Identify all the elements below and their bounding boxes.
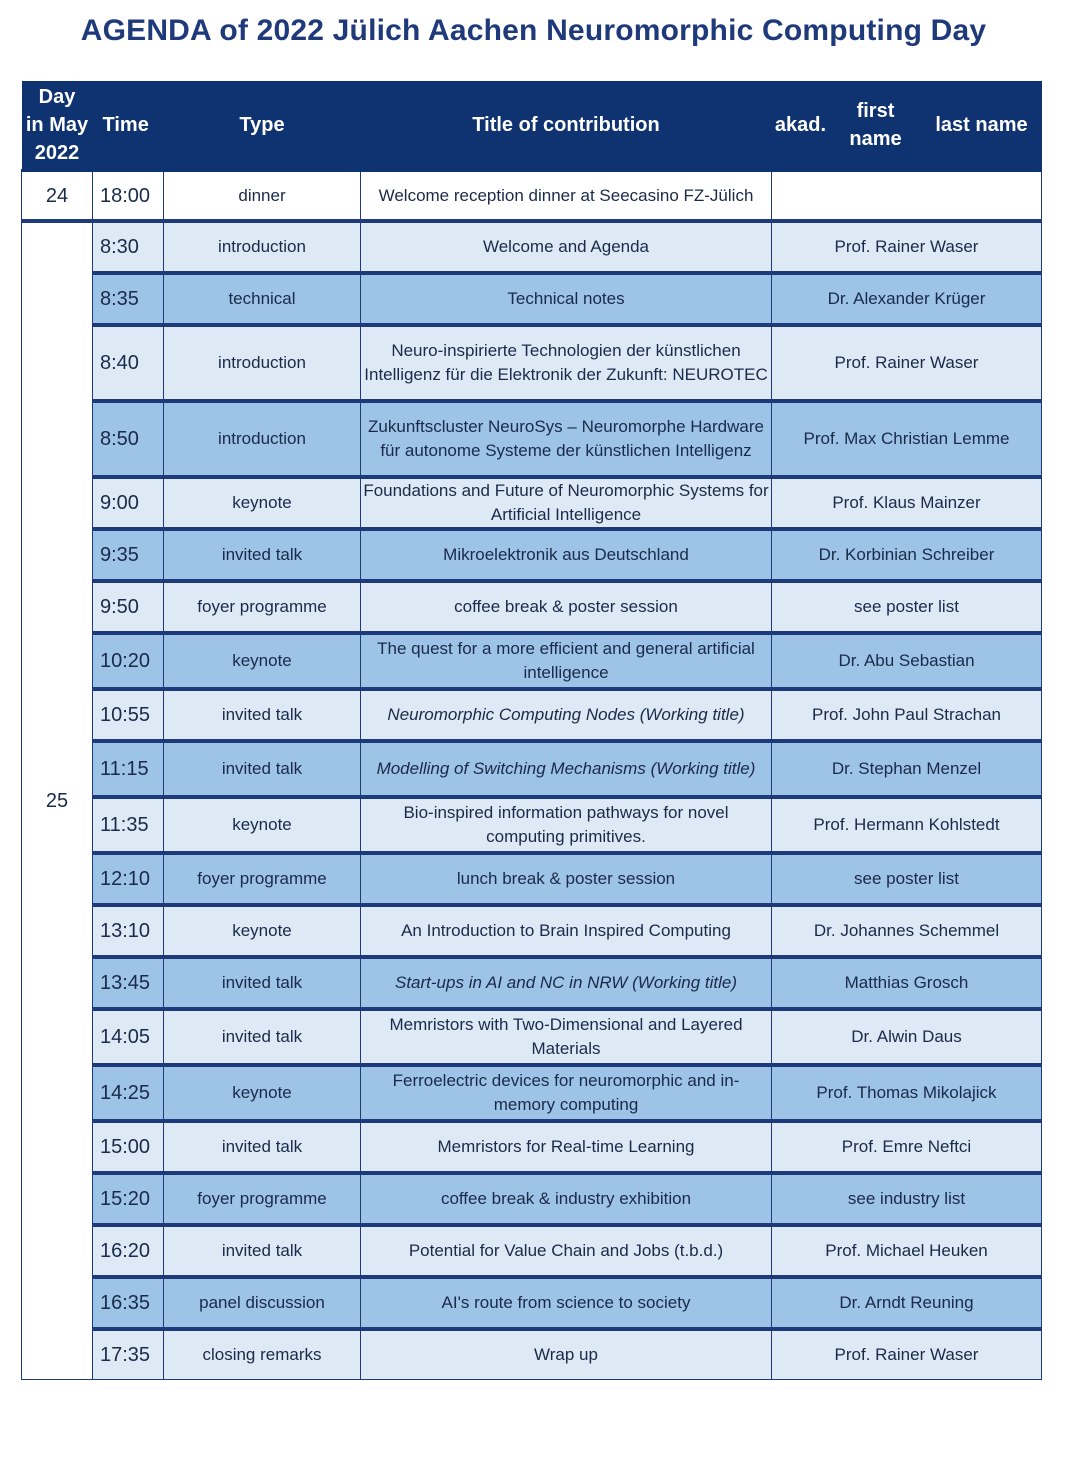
time-cell: 16:20 (93, 1225, 164, 1277)
type-cell: closing remarks (164, 1329, 361, 1380)
name-cell: Dr. Johannes Schemmel (772, 905, 1042, 957)
header-row (22, 81, 1042, 171)
type-cell: invited talk (164, 529, 361, 581)
header-day-line3: 2022 (34, 142, 80, 164)
table-row (22, 325, 1042, 401)
table-row (22, 1065, 1042, 1121)
title-cell: Neuro-inspirierte Technologien der künstlichen Intelligenz für die Elektronik der Zukunft: NEUROTEC (361, 325, 772, 401)
time-cell: 16:35 (93, 1277, 164, 1329)
name-cell: Prof. Klaus Mainzer (772, 477, 1042, 529)
time-cell: 11:35 (93, 797, 164, 853)
time-cell: 8:35 (93, 273, 164, 325)
header-type: Type (164, 81, 361, 171)
type-cell: dinner (164, 171, 361, 222)
type-cell: keynote (164, 477, 361, 529)
table-row (22, 581, 1042, 633)
time-cell: 14:25 (93, 1065, 164, 1121)
table-row (22, 273, 1042, 325)
time-cell: 8:40 (93, 325, 164, 401)
type-cell: panel discussion (164, 1277, 361, 1329)
name-cell: Dr. Alexander Krüger (772, 273, 1042, 325)
table-row (22, 171, 1042, 222)
title-cell: An Introduction to Brain Inspired Computing (361, 905, 772, 957)
time-cell: 18:00 (93, 171, 164, 222)
name-cell: Prof. Rainer Waser (772, 221, 1042, 273)
title-cell: Mikroelektronik aus Deutschland (361, 529, 772, 581)
title-cell: Foundations and Future of Neuromorphic Systems for Artificial Intelligence (361, 477, 772, 529)
type-cell: invited talk (164, 1009, 361, 1065)
title-cell: Wrap up (361, 1329, 772, 1380)
type-cell: technical (164, 273, 361, 325)
name-cell: Prof. Rainer Waser (772, 1329, 1042, 1380)
header-akad: akad. (772, 81, 830, 171)
page-title: AGENDA of 2022 Jülich Aachen Neuromorphic Computing Day (80, 14, 987, 47)
title-cell: Technical notes (361, 273, 772, 325)
name-cell: Prof. Michael Heuken (772, 1225, 1042, 1277)
time-cell: 10:55 (93, 689, 164, 741)
header-day-line1: Day (38, 86, 76, 108)
table-row (22, 1225, 1042, 1277)
time-cell: 13:10 (93, 905, 164, 957)
name-cell: see poster list (772, 853, 1042, 905)
header-time: Time (93, 81, 164, 171)
type-cell: invited talk (164, 957, 361, 1009)
table-row (22, 957, 1042, 1009)
table-row (22, 529, 1042, 581)
name-cell: Prof. Hermann Kohlstedt (772, 797, 1042, 853)
name-cell: Dr. Alwin Daus (772, 1009, 1042, 1065)
name-cell: Prof. Rainer Waser (772, 325, 1042, 401)
time-cell: 15:20 (93, 1173, 164, 1225)
header-last-name: last name (922, 81, 1042, 171)
name-cell: Dr. Korbinian Schreiber (772, 529, 1042, 581)
time-cell: 13:45 (93, 957, 164, 1009)
type-cell: invited talk (164, 741, 361, 797)
title-cell: coffee break & poster session (361, 581, 772, 633)
header-first-line1: first (856, 100, 895, 122)
name-cell: Prof. Max Christian Lemme (772, 401, 1042, 477)
type-cell: keynote (164, 905, 361, 957)
type-cell: invited talk (164, 1225, 361, 1277)
time-cell: 11:15 (93, 741, 164, 797)
type-cell: foyer programme (164, 1173, 361, 1225)
title-cell: Neuromorphic Computing Nodes (Working title) (361, 689, 772, 741)
title-cell: Zukunftscluster NeuroSys – Neuromorphe Hardware für autonome Systeme der künstlichen Intelligenz (361, 401, 772, 477)
name-cell: see poster list (772, 581, 1042, 633)
table-row (22, 633, 1042, 689)
name-cell: Dr. Arndt Reuning (772, 1277, 1042, 1329)
name-cell (772, 171, 1042, 222)
type-cell: introduction (164, 325, 361, 401)
name-cell: Prof. Thomas Mikolajick (772, 1065, 1042, 1121)
time-cell: 12:10 (93, 853, 164, 905)
title-cell: Memristors for Real-time Learning (361, 1121, 772, 1173)
table-row (22, 401, 1042, 477)
name-cell: Dr. Stephan Menzel (772, 741, 1042, 797)
table-row (22, 221, 1042, 273)
title-cell: Modelling of Switching Mechanisms (Working title) (361, 741, 772, 797)
header-day (22, 81, 93, 171)
header-title: Title of contribution (361, 81, 772, 171)
table-row (22, 1329, 1042, 1380)
table-row (22, 797, 1042, 853)
type-cell: keynote (164, 1065, 361, 1121)
time-cell: 8:30 (93, 221, 164, 273)
time-cell: 8:50 (93, 401, 164, 477)
title-cell: The quest for a more efficient and general artificial intelligence (361, 633, 772, 689)
title-cell: AI's route from science to society (361, 1277, 772, 1329)
title-cell: Memristors with Two-Dimensional and Layered Materials (361, 1009, 772, 1065)
day-cell: 25 (22, 221, 93, 1380)
table-row (22, 853, 1042, 905)
table-row (22, 689, 1042, 741)
day-cell: 24 (22, 171, 93, 222)
title-cell: Bio-inspired information pathways for novel computing primitives. (361, 797, 772, 853)
table-row (22, 741, 1042, 797)
name-cell: Dr. Abu Sebastian (772, 633, 1042, 689)
type-cell: invited talk (164, 1121, 361, 1173)
type-cell: invited talk (164, 689, 361, 741)
table-row (22, 477, 1042, 529)
name-cell: see industry list (772, 1173, 1042, 1225)
title-cell: Start-ups in AI and NC in NRW (Working title) (361, 957, 772, 1009)
table-row (22, 1009, 1042, 1065)
header-day-line2: in May (25, 114, 89, 136)
time-cell: 9:00 (93, 477, 164, 529)
title-cell: Potential for Value Chain and Jobs (t.b.d.) (361, 1225, 772, 1277)
name-cell: Prof. Emre Neftci (772, 1121, 1042, 1173)
header-first-line2: name (849, 128, 902, 150)
time-cell: 17:35 (93, 1329, 164, 1380)
time-cell: 14:05 (93, 1009, 164, 1065)
title-cell: Ferroelectric devices for neuromorphic and in-memory computing (361, 1065, 772, 1121)
type-cell: introduction (164, 221, 361, 273)
header-first-name (830, 81, 922, 171)
agenda-table (21, 81, 1042, 1380)
title-cell: Welcome and Agenda (361, 221, 772, 273)
name-cell: Matthias Grosch (772, 957, 1042, 1009)
type-cell: keynote (164, 797, 361, 853)
type-cell: introduction (164, 401, 361, 477)
table-row (22, 1277, 1042, 1329)
table-row (22, 905, 1042, 957)
title-cell: Welcome reception dinner at Seecasino FZ-Jülich (361, 171, 772, 222)
type-cell: keynote (164, 633, 361, 689)
type-cell: foyer programme (164, 853, 361, 905)
time-cell: 15:00 (93, 1121, 164, 1173)
time-cell: 9:50 (93, 581, 164, 633)
table-row (22, 1121, 1042, 1173)
title-cell: lunch break & poster session (361, 853, 772, 905)
name-cell: Prof. John Paul Strachan (772, 689, 1042, 741)
type-cell: foyer programme (164, 581, 361, 633)
title-cell: coffee break & industry exhibition (361, 1173, 772, 1225)
time-cell: 10:20 (93, 633, 164, 689)
table-row (22, 1173, 1042, 1225)
time-cell: 9:35 (93, 529, 164, 581)
